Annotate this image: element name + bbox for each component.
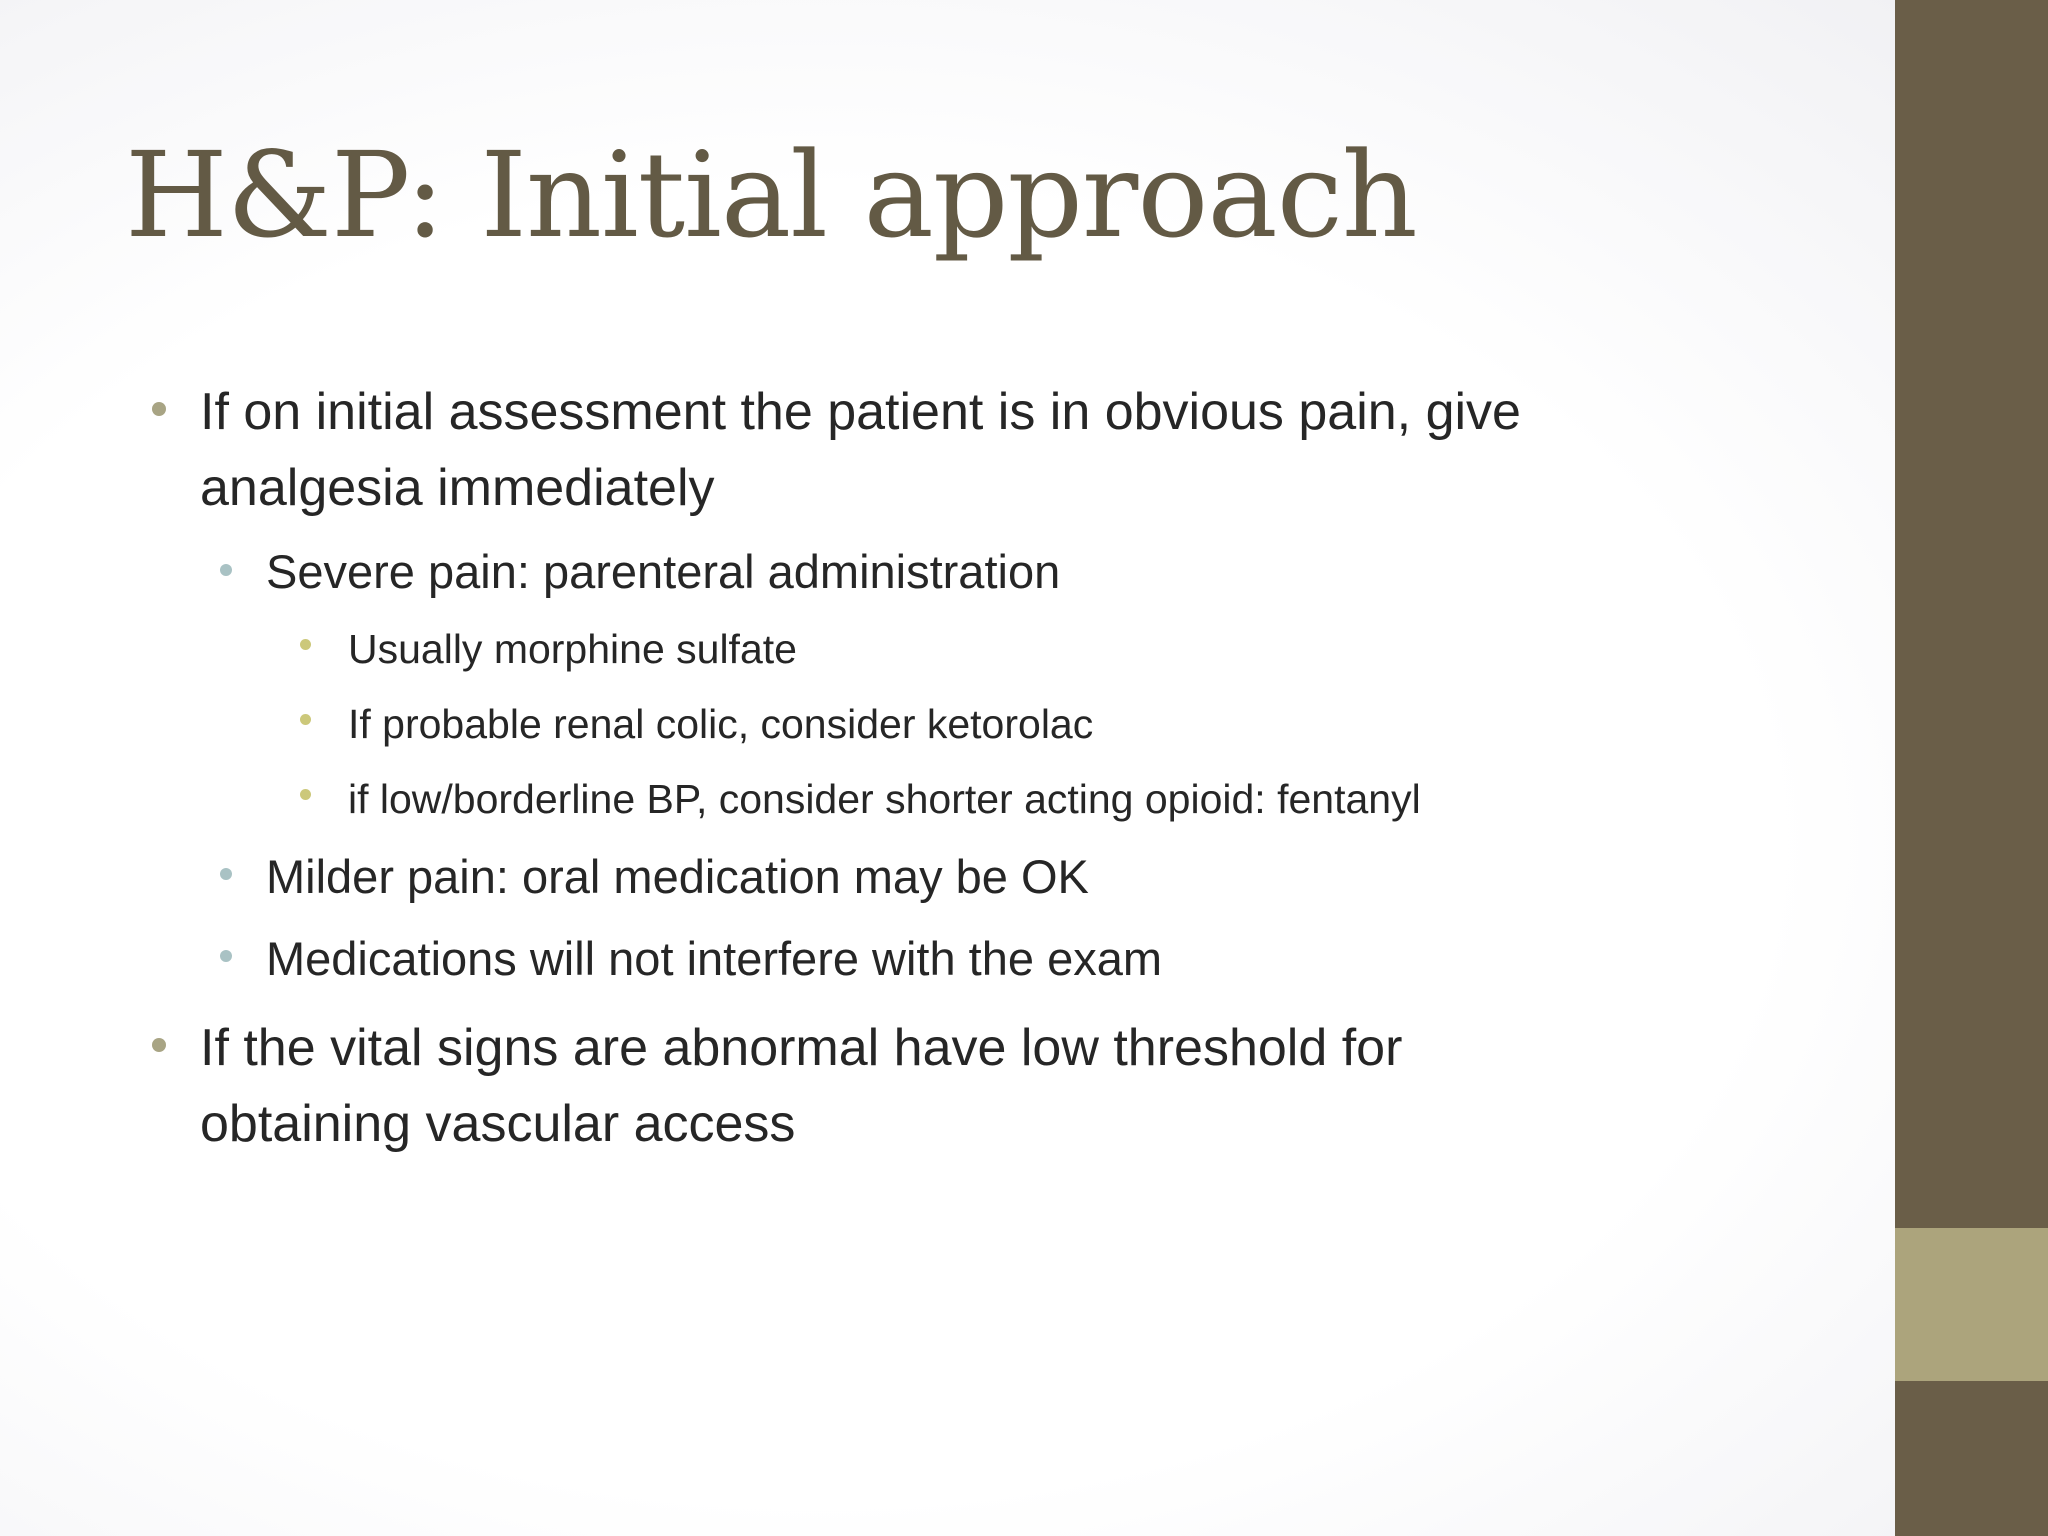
bullet-item-level-2	[266, 924, 1162, 994]
bullet-dot-icon	[220, 868, 232, 880]
bullet-dot-icon	[152, 1038, 166, 1052]
bullet-dot-icon	[300, 714, 311, 725]
bullet-item-level-1	[200, 374, 1521, 526]
bullet-line: If on initial assessment the patient is in obvious pain, give	[200, 383, 1521, 441]
bullet-item-level-2	[266, 842, 1089, 912]
side-bar-dark-top	[1895, 0, 2048, 1228]
bullet-item-level-3	[348, 769, 1421, 829]
bullet-line: Severe pain: parenteral administration	[266, 545, 1061, 598]
bullet-line: If the vital signs are abnormal have low threshold for	[200, 1019, 1403, 1077]
decorative-side-bar	[1895, 0, 2048, 1536]
bullet-line: If probable renal colic, consider ketorolac	[348, 701, 1094, 747]
bullet-line: analgesia immediately	[200, 459, 715, 517]
bullet-dot-icon	[300, 639, 311, 650]
bullet-line: Medications will not interfere with the exam	[266, 932, 1163, 985]
bullet-item-level-1	[200, 1010, 1402, 1162]
bullet-line: obtaining vascular access	[200, 1095, 796, 1153]
side-bar-accent-block	[1895, 1228, 2048, 1381]
bullet-line: Usually morphine sulfate	[348, 626, 797, 672]
bullet-dot-icon	[220, 950, 232, 962]
bullet-dot-icon	[300, 789, 311, 800]
bullet-dot-icon	[220, 564, 232, 576]
side-bar-dark-bottom	[1895, 1381, 2048, 1536]
bullet-item-level-3	[348, 694, 1093, 754]
bullet-line: Milder pain: oral medication may be OK	[266, 850, 1089, 903]
bullet-dot-icon	[152, 402, 166, 416]
slide-title: H&P: Initial approach	[125, 126, 1417, 264]
bullet-item-level-3	[348, 619, 797, 679]
bullet-line: if low/borderline BP, consider shorter acting opioid: fentanyl	[348, 776, 1421, 822]
bullet-item-level-2	[266, 537, 1060, 607]
